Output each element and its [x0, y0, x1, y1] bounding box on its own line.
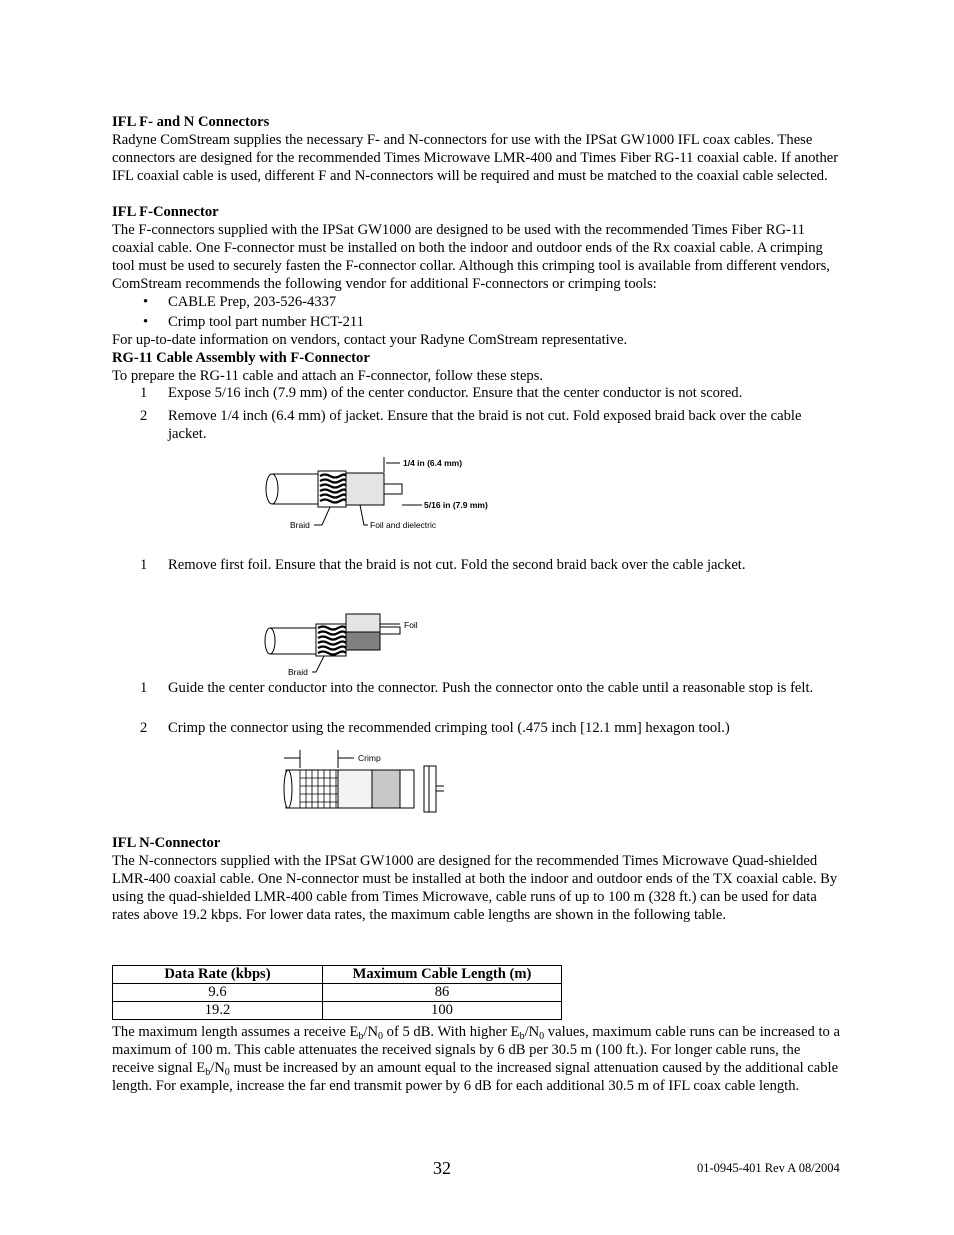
- step-number: 2: [140, 720, 148, 736]
- document-id: 01-0945-401 Rev A 08/2004: [697, 1161, 840, 1175]
- heading-rg11-assembly: RG-11 Cable Assembly with F-Connector: [112, 350, 370, 366]
- text-run: must be increased by an amount equal to the increased signal attenuation caused by the additional cable length. For example, increase the far end transmit power by 6 dB for each additional 30.5 m of IFL coax cable length.: [112, 1060, 839, 1094]
- table-cell: 86: [323, 984, 562, 1002]
- page-number: 32: [433, 1158, 451, 1178]
- paragraph-vendors: For up-to-date information on vendors, contact your Radyne ComStream representative.: [112, 332, 628, 348]
- figure-braid-fold: [260, 608, 440, 680]
- table-header-cell: Data Rate (kbps): [113, 966, 323, 984]
- label-jacket-length: 1/4 in (6.4 mm): [403, 458, 463, 468]
- subscript: 0: [378, 1031, 383, 1042]
- table-cell: 100: [323, 1002, 562, 1020]
- step-text: Remove 1/4 inch (6.4 mm) of jacket. Ensure that the braid is not cut. Fold exposed braid back over the cable jacket.: [168, 408, 802, 442]
- heading-n-connector: IFL N-Connector: [112, 835, 221, 851]
- text-run: /N: [210, 1060, 225, 1076]
- text-run: /N: [524, 1024, 540, 1040]
- paragraph-f-connector: The F-connectors supplied with the IPSat GW1000 are designed to be used with the recommended Times Fiber RG-11 coaxial cable. One F-connector must be installed on both the indoor and outdoor ends of the Rx coaxial cable. A crimping tool must be used to securely fasten the F-connector collar. Although this crimping tool is available from different vendors, ComStream recommends the following vendor for additional F-connectors or crimping tools:: [112, 222, 830, 292]
- text-run: of 5 dB. With higher E: [383, 1024, 520, 1040]
- table-row: [113, 984, 562, 1002]
- label-foil-dielectric: Foil and dielectric: [370, 520, 437, 530]
- bullet-text: CABLE Prep, 203-526-4337: [168, 294, 337, 310]
- figure-crimp-connector: [278, 748, 450, 814]
- bullet-text: Crimp tool part number HCT-211: [168, 314, 364, 330]
- text-run: The maximum length assumes a receive E: [112, 1024, 359, 1040]
- step-text: Expose 5/16 inch (7.9 mm) of the center conductor. Ensure that the center conductor is not scored.: [168, 385, 743, 401]
- table-header-row: [113, 966, 562, 984]
- step-number: 2: [140, 408, 148, 424]
- subscript: 0: [224, 1067, 230, 1078]
- subscript: b: [358, 1031, 364, 1042]
- step-text: Crimp the connector using the recommended crimping tool (.475 inch [12.1 mm] hexagon tool.): [168, 720, 730, 736]
- label-crimp: Crimp: [358, 753, 381, 763]
- paragraph-eb-n0: [112, 1023, 846, 1095]
- step-text: Guide the center conductor into the connector. Push the connector onto the cable until a reasonable stop is felt.: [168, 680, 814, 696]
- table-cell: 9.6: [113, 984, 323, 1002]
- text-run: /N: [363, 1024, 378, 1040]
- label-braid: Braid: [290, 520, 310, 530]
- label-center-length: 5/16 in (7.9 mm): [424, 500, 488, 510]
- figure-cable-strip: [260, 452, 520, 536]
- step-text: Remove first foil. Ensure that the braid is not cut. Fold the second braid back over the cable jacket.: [168, 557, 746, 573]
- heading-ifl-connectors: IFL F- and N Connectors: [112, 114, 270, 130]
- step-number: 1: [140, 680, 148, 696]
- paragraph-rg11-intro: To prepare the RG-11 cable and attach an F-connector, follow these steps.: [112, 368, 544, 384]
- bullet-item: [143, 313, 364, 331]
- step-number: 1: [140, 385, 148, 401]
- paragraph-ifl-intro: Radyne ComStream supplies the necessary F- and N-connectors for use with the IPSat GW1000 IFL coax cables. These connectors are designed for the recommended Times Microwave LMR-400 and Times Fiber RG-11 coaxial cable. If another IFL coaxial cable is used, different F and N-connectors will be required and must be matched to the coaxial cable selected.: [112, 132, 839, 184]
- cable-length-table: [112, 965, 562, 1020]
- paragraph-n-connector: The N-connectors supplied with the IPSat GW1000 are designed for the recommended Times Microwave Quad-shielded LMR-400 coaxial cable. One N-connector must be installed at both the indoor and outdoor ends of the TX coaxial cable. By using the quad-shielded LMR-400 cable from Times Microwave, cable runs of up to 100 m (328 ft.) can be used for data rates above 19.2 kbps. For lower data rates, the maximum cable lengths are shown in the following table.: [112, 853, 838, 923]
- subscript: b: [519, 1031, 525, 1042]
- subscript: b: [205, 1067, 211, 1078]
- bullet-icon: •: [143, 314, 149, 330]
- table-cell: 19.2: [113, 1002, 323, 1020]
- table-row: [113, 1002, 562, 1020]
- table-header-cell: Maximum Cable Length (m): [323, 966, 562, 984]
- subscript: 0: [539, 1031, 545, 1042]
- label-foil: Foil: [404, 620, 418, 630]
- bullet-icon: •: [143, 294, 149, 310]
- bullet-item: [143, 293, 337, 311]
- label-braid-2: Braid: [288, 667, 308, 677]
- text-run: values, maximum cable runs can be increased to a maximum of 100 m. This cable attenuates the received signals by 6 dB per 30.5 m (100 ft.). For longer cable runs, the receive signal E: [112, 1024, 840, 1076]
- heading-f-connector: IFL F-Connector: [112, 204, 219, 220]
- step-number: 1: [140, 557, 148, 573]
